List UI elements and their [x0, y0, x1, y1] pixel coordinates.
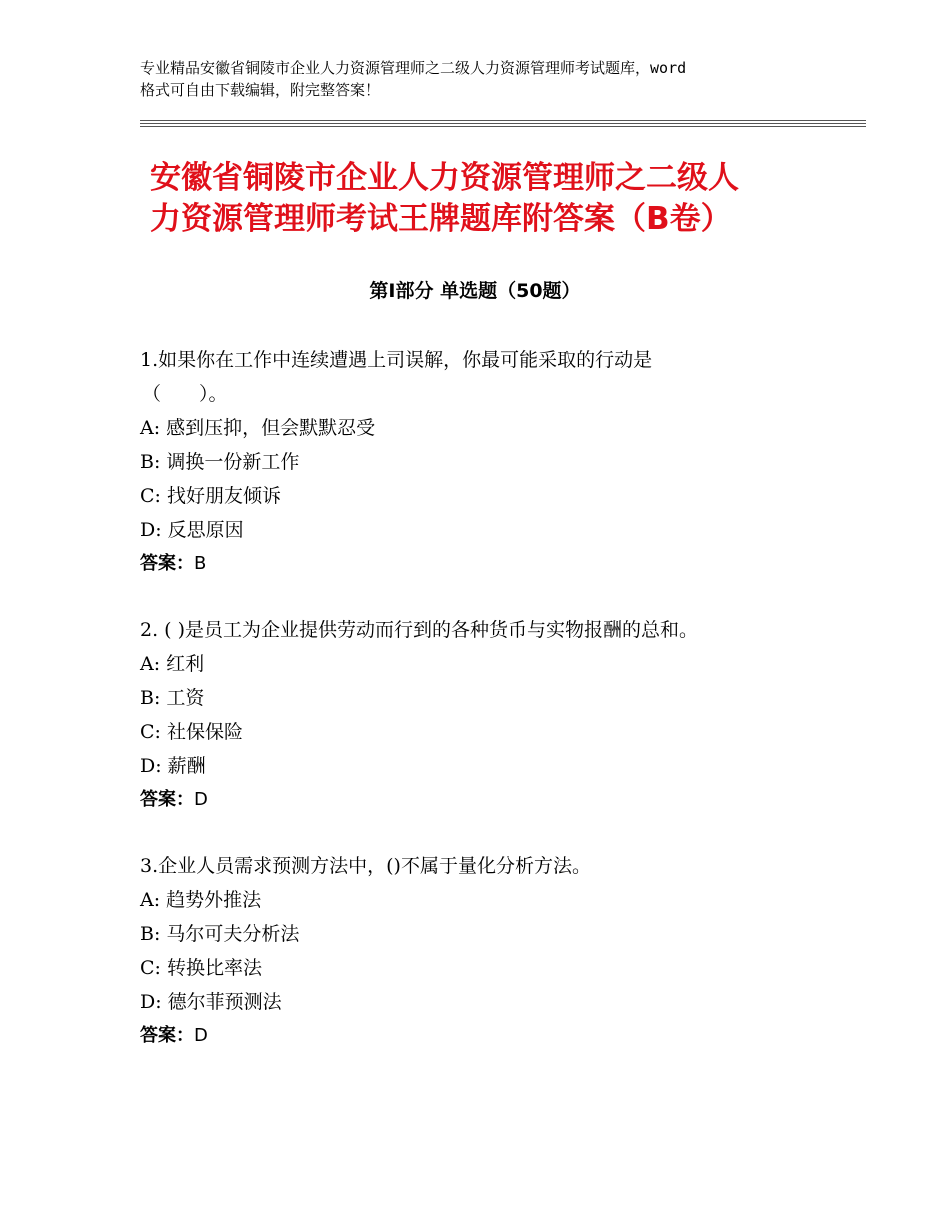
document-title-line-1: 安徽省铜陵市企业人力资源管理师之二级人 — [150, 160, 739, 196]
divider-line — [140, 126, 866, 127]
answer-value: B — [194, 553, 207, 574]
question-stem-continued: （ ）。 — [142, 383, 228, 405]
option-a: A: 红利 — [140, 653, 205, 675]
option-d: D: 薪酬 — [140, 755, 206, 777]
header-note-line-1: 专业精品安徽省铜陵市企业人力资源管理师之二级人力资源管理师考试题库，word — [140, 59, 687, 77]
question-stem: 2. ( )是员工为企业提供劳动而行到的各种货币与实物报酬的总和。 — [140, 619, 699, 641]
question-stem: 3.企业人员需求预测方法中，()不属于量化分析方法。 — [140, 855, 591, 877]
question-list — [140, 343, 860, 1085]
option-c: C: 找好朋友倾诉 — [140, 485, 281, 507]
option-b: B: 调换一份新工作 — [140, 451, 300, 473]
question-3 — [140, 849, 860, 1053]
answer-label: 答案： — [140, 789, 194, 810]
question-1 — [140, 343, 860, 581]
option-c: C: 转换比率法 — [140, 957, 262, 979]
answer — [140, 547, 860, 581]
option-c: C: 社保保险 — [140, 721, 243, 743]
divider-line — [140, 123, 866, 124]
divider-line — [140, 120, 866, 121]
option-d: D: 反思原因 — [140, 519, 244, 541]
option-d: D: 德尔菲预测法 — [140, 991, 282, 1013]
answer-value: D — [194, 789, 208, 810]
header-note-line-2: 格式可自由下载编辑，附完整答案！ — [140, 81, 381, 99]
header-note — [140, 57, 840, 101]
answer-value: D — [194, 1025, 208, 1046]
answer — [140, 783, 860, 817]
document-title-line-2: 力资源管理师考试王牌题库附答案（B卷） — [150, 201, 732, 237]
answer-label: 答案： — [140, 1025, 194, 1046]
section-heading: 第Ⅰ部分 单选题（50题） — [369, 280, 581, 302]
option-a: A: 趋势外推法 — [140, 889, 262, 911]
option-b: B: 马尔可夫分析法 — [140, 923, 300, 945]
document-title — [150, 158, 840, 240]
question-2 — [140, 613, 860, 817]
header-divider — [140, 120, 866, 129]
answer-label: 答案： — [140, 553, 194, 574]
option-a: A: 感到压抑，但会默默忍受 — [140, 417, 376, 439]
option-b: B: 工资 — [140, 687, 205, 709]
answer — [140, 1019, 860, 1053]
question-stem: 1.如果你在工作中连续遭遇上司误解，你最可能采取的行动是 — [140, 349, 653, 371]
